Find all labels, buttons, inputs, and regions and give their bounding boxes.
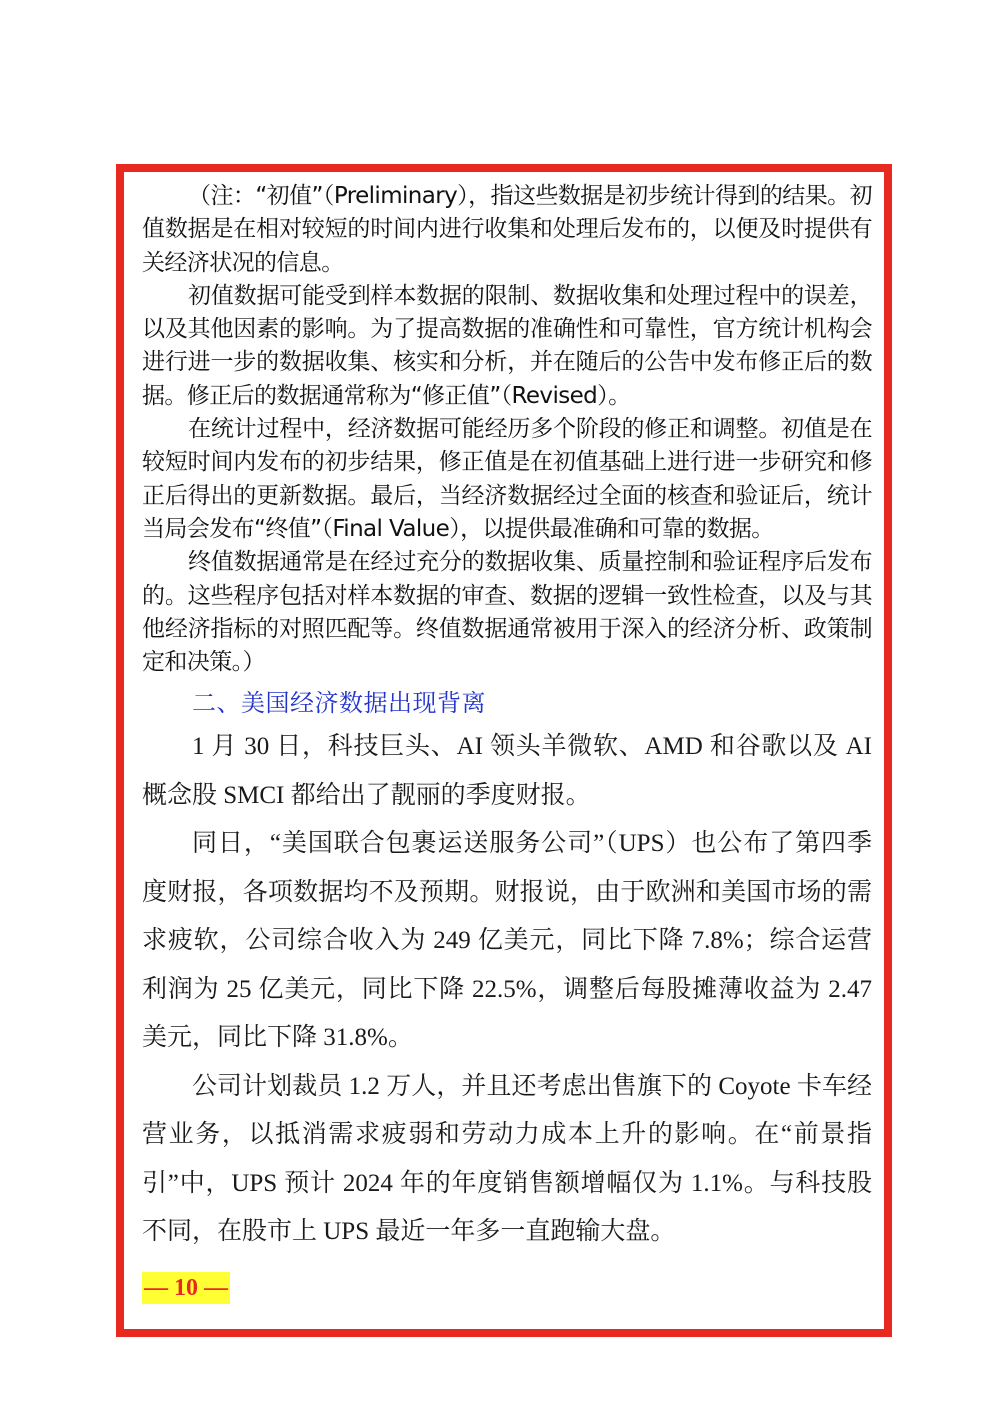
page-frame — [116, 164, 892, 1337]
body-paragraph-1: 1 月 30 日，科技巨头、AI 领头羊微软、AMD 和谷歌以及 AI 概念股 SMCI 都给出了靓丽的季度财报。 — [142, 733, 872, 809]
section-heading: 二、美国经济数据出现背离 — [192, 689, 486, 718]
page-number: — 10 — — [142, 1272, 230, 1304]
page-content — [142, 180, 872, 1257]
body-paragraph-2: 同日，“美国联合包裹运送服务公司”（UPS）也公布了第四季度财报，各项数据均不及预期。财报说，由于欧洲和美国市场的需求疲软，公司综合收入为 249 亿美元，同比下降 7.8%；综合运营利润为 25 亿美元，同比下降 22.5%，调整后每股摊薄收益为 2.47 美元，同比下降 31.8%。 — [142, 830, 872, 1052]
body-paragraph-3: 公司计划裁员 1.2 万人，并且还考虑出售旗下的 Coyote 卡车经营业务，以抵消需求疲弱和劳动力成本上升的影响。在“前景指引”中，UPS 预计 2024 年的年度销售额增幅仅为 1.1%。与科技股不同，在股市上 UPS 最近一年多一直跑输大盘。 — [142, 1072, 873, 1246]
section-body — [142, 723, 872, 1257]
note-paragraph-2: 初值数据可能受到样本数据的限制、数据收集和处理过程中的误差，以及其他因素的影响。为了提高数据的准确性和可靠性，官方统计机构会进行进一步的数据收集、核实和分析，并在随后的公告中发布修正后的数据。修正后的数据通常称为“修正值”（Revised）。 — [142, 282, 872, 409]
note-paragraph-3: 在统计过程中，经济数据可能经历多个阶段的修正和调整。初值是在较短时间内发布的初步结果，修正值是在初值基础上进行进一步研究和修正后得出的更新数据。最后，当经济数据经过全面的核查和验证后，统计当局会发布“终值”（Final Value），以提供最准确和可靠的数据。 — [142, 416, 872, 542]
note-block — [142, 180, 872, 679]
note-paragraph-1: （注：“初值”（Preliminary），指这些数据是初步统计得到的结果。初值数据是在相对较短的时间内进行收集和处理后发布的，以便及时提供有关经济状况的信息。 — [142, 183, 872, 276]
note-paragraph-4: 终值数据通常是在经过充分的数据收集、质量控制和验证程序后发布的。这些程序包括对样本数据的审查、数据的逻辑一致性检查，以及与其他经济指标的对照匹配等。终值数据通常被用于深入的经济分析、政策制定和决策。） — [142, 549, 872, 676]
